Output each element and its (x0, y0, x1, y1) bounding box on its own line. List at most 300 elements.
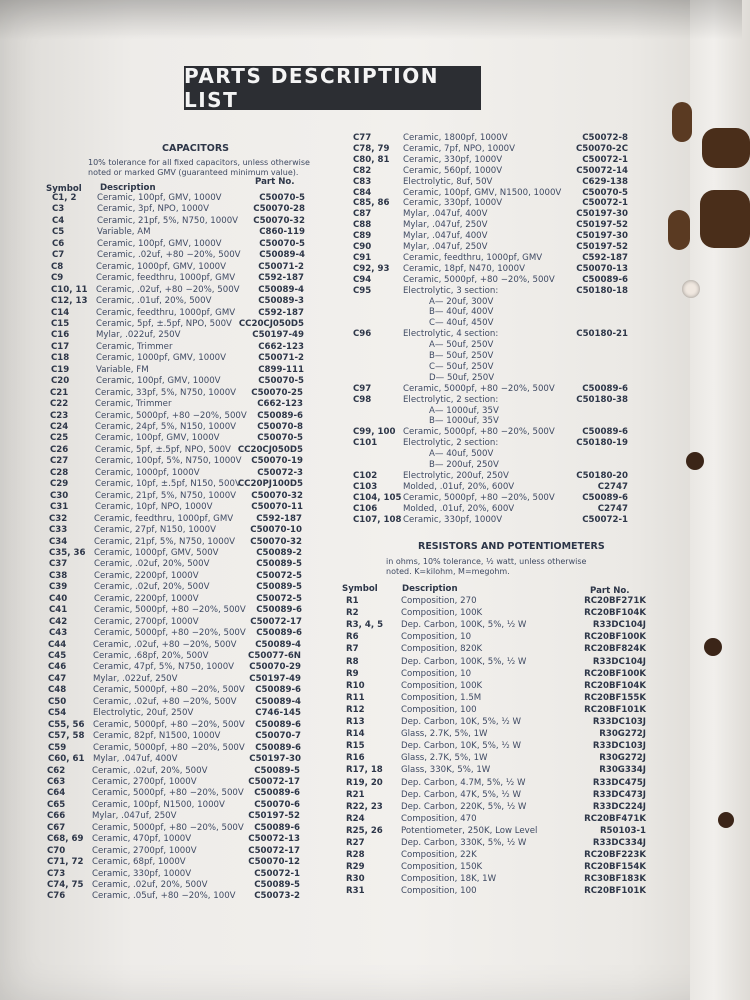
row-part-number: RC30BF183K (584, 874, 646, 885)
row-description: Molded, .01uf, 20%, 600V (403, 503, 515, 514)
row-description: Composition, 820K (401, 644, 483, 655)
row-description: Ceramic, 5000pf, +80 −20%, 500V (403, 427, 555, 438)
row-description: Ceramic, 27pf, N150, 1000V (94, 525, 216, 536)
row-symbol: R31 (346, 886, 365, 897)
row-part-number: C50089-4 (258, 284, 304, 295)
row-part-number: RC20BF104K (584, 608, 646, 619)
row-symbol: C10, 11 (51, 284, 88, 295)
row-symbol: C85, 86 (353, 198, 390, 209)
row-description: Mylar, .047uf, 400V (403, 231, 488, 242)
row-part-number: RC20BF104K (584, 680, 646, 691)
row-symbol: R17, 18 (346, 765, 383, 776)
row-description: Ceramic, 1000pf, GMV, 500V (94, 547, 219, 558)
row-description: Composition, 470 (401, 813, 477, 824)
row-symbol: C71, 72 (47, 857, 84, 868)
row-symbol: C89 (353, 231, 372, 242)
row-symbol: C5 (52, 227, 65, 238)
row-part-number: C50197-30 (249, 754, 301, 765)
row-symbol: C21 (50, 387, 69, 398)
row-part-number: C50089-6 (582, 274, 628, 285)
row-description: B— 50uf, 250V (429, 351, 494, 361)
row-part-number: C50072-3 (257, 467, 303, 478)
row-description: Ceramic, 1000pf, GMV, 1000V (96, 261, 227, 272)
row-symbol: R3, 4, 5 (346, 620, 384, 631)
row-part-number: C50070-25 (251, 387, 303, 398)
row-description: Electrolytic, 4 section: (403, 329, 499, 340)
row-part-number: C50197-49 (252, 330, 304, 341)
row-symbol: R10 (346, 680, 365, 691)
resistors-col-description: Description (402, 584, 458, 594)
row-part-number: C50197-49 (249, 673, 301, 684)
row-part-number: C50072-5 (256, 593, 302, 604)
row-symbol: C24 (50, 422, 69, 432)
row-description: Ceramic, 100pf, GMV, N1500, 1000V (403, 187, 562, 198)
row-symbol: C29 (50, 479, 69, 490)
row-symbol: R9 (346, 668, 359, 679)
row-symbol: C88 (353, 220, 372, 231)
row-symbol: C31 (50, 502, 69, 513)
row-description: Ceramic, .01uf, 20%, 500V (96, 296, 212, 307)
row-symbol: C54 (48, 708, 67, 719)
row-part-number: R30G272J (599, 753, 646, 764)
row-symbol: C37 (49, 559, 68, 570)
punch-hole (718, 812, 734, 828)
row-part-number: C50197-30 (576, 231, 628, 242)
row-part-number: C50071-2 (258, 353, 304, 364)
row-part-number: C50077-6N (248, 651, 301, 661)
row-symbol: C18 (51, 353, 70, 364)
row-description: Ceramic, 5000pf, +80 −20%, 500V (93, 719, 245, 730)
row-part-number: C50089-2 (256, 547, 302, 558)
capacitors-col-description: Description (100, 183, 156, 193)
row-description: Ceramic, 21pf, 5%, N750, 1000V (97, 215, 239, 226)
row-part-number: R33DC224J (592, 801, 646, 812)
row-description: Ceramic, 2700pf, 1000V (92, 776, 197, 787)
row-part-number: C50073-2 (254, 891, 300, 902)
row-symbol: C28 (50, 467, 69, 478)
row-description: Composition, 10 (401, 632, 472, 643)
row-description: Ceramic, 100pf, N1500, 1000V (92, 799, 225, 810)
row-description: A— 1000uf, 35V (429, 405, 499, 416)
row-symbol: C4 (52, 215, 65, 226)
row-symbol: C98 (353, 394, 372, 405)
row-symbol: C34 (49, 536, 68, 547)
row-description: Ceramic, 5000pf, +80 −20%, 500V (403, 492, 555, 503)
row-description: Composition, 10 (401, 668, 472, 679)
row-description: Dep. Carbon, 100K, 5%, ½ W (401, 656, 527, 667)
row-part-number: C592-187 (258, 307, 304, 318)
row-symbol: C44 (48, 639, 67, 650)
row-description: B— 40uf, 400V (429, 307, 494, 318)
row-description: Glass, 2.7K, 5%, 1W (401, 753, 488, 764)
row-symbol: C41 (49, 605, 68, 616)
row-description: Ceramic, 5000pf, +80 −20%, 500V (92, 788, 244, 799)
row-part-number: C860-119 (259, 227, 305, 238)
row-part-number: RC20BF223K (584, 850, 646, 861)
row-symbol: R21 (346, 789, 365, 800)
row-description: B— 200uf, 250V (429, 460, 499, 470)
row-part-number: C50072-1 (582, 154, 628, 165)
row-symbol: C50 (48, 696, 67, 707)
row-part-number: C50089-4 (255, 639, 301, 650)
row-symbol: C26 (50, 444, 69, 455)
row-part-number: C899-111 (258, 364, 304, 375)
row-description: Ceramic, .02uf, +80 −20%, 500V (96, 284, 240, 295)
row-part-number: R50103-1 (599, 825, 646, 836)
row-symbol: C22 (50, 399, 69, 410)
row-description: Ceramic, 100pf, GMV, 1000V (95, 433, 220, 444)
row-symbol: C3 (52, 204, 65, 215)
resistors-col-symbol: Symbol (342, 584, 378, 594)
row-part-number: C50089-3 (258, 296, 304, 307)
row-description: B— 1000uf, 35V (429, 416, 499, 427)
row-description: Mylar, .047uf, 250V (92, 811, 177, 822)
row-part-number: C50071-2 (258, 261, 304, 272)
row-part-number: C50180-38 (576, 394, 628, 405)
row-part-number: C662-123 (258, 341, 304, 352)
row-symbol: C107, 108 (353, 514, 402, 525)
row-symbol: C45 (48, 651, 67, 661)
row-description: Ceramic, .68pf, 20%, 500V (93, 651, 209, 661)
row-part-number: C50089-6 (254, 822, 300, 833)
row-description: Composition, 100 (401, 886, 477, 897)
row-description: Ceramic, 3pf, NPO, 1000V (97, 204, 210, 215)
row-description: Ceramic, feedthru, 1000pf, GMV (94, 513, 234, 524)
row-description: Ceramic, 21pf, 5%, N750, 1000V (95, 490, 237, 501)
row-symbol: C6 (52, 238, 65, 249)
row-symbol: R28 (346, 850, 365, 861)
row-part-number: C50072-1 (582, 514, 628, 525)
row-part-number: C50070-32 (250, 536, 302, 547)
row-part-number: C50070-28 (253, 204, 305, 215)
row-description: Ceramic, 2200pf, 1000V (94, 593, 199, 604)
row-part-number: C50070-12 (248, 857, 300, 868)
row-symbol: C42 (49, 616, 68, 627)
row-part-number: CC20CJ050D5 (238, 318, 304, 329)
row-symbol: C67 (47, 822, 66, 833)
row-part-number: RC20BF100K (584, 668, 646, 679)
row-symbol: C38 (49, 570, 68, 581)
row-description: Dep. Carbon, 220K, 5%, ½ W (401, 801, 527, 812)
row-symbol: R27 (346, 838, 365, 848)
row-part-number: R30G272J (599, 729, 646, 740)
row-symbol: C95 (353, 285, 372, 296)
row-description: Ceramic, 5pf, ±.5pf, NPO, 500V (96, 318, 232, 329)
row-symbol: C17 (51, 341, 70, 352)
row-symbol: C33 (49, 525, 68, 536)
row-description: A— 20uf, 300V (429, 296, 494, 307)
row-part-number: RC20BF471K (584, 813, 646, 824)
row-description: Dep. Carbon, 4.7M, 5%, ½ W (401, 777, 526, 788)
row-symbol: R6 (346, 632, 359, 643)
row-description: Dep. Carbon, 330K, 5%, ½ W (401, 838, 527, 848)
row-part-number: C592-187 (582, 252, 628, 263)
binder-slot (702, 128, 750, 168)
row-symbol: R22, 23 (346, 801, 383, 812)
row-symbol: C80, 81 (353, 154, 390, 165)
row-description: Composition, 18K, 1W (401, 874, 497, 885)
row-symbol: C70 (47, 845, 66, 856)
capacitors-heading: CAPACITORS (162, 143, 229, 154)
row-symbol: C23 (50, 410, 69, 421)
row-symbol: C78, 79 (353, 143, 390, 154)
row-description: Ceramic, 7pf, NPO, 1000V (403, 143, 516, 154)
row-part-number: C50070-13 (576, 263, 628, 274)
resistors-note-line2: noted. K=kilohm, M=megohm. (386, 567, 510, 576)
row-part-number: C50070-2C (575, 143, 628, 154)
row-part-number: C50070-5 (258, 376, 304, 387)
row-part-number: R33DC104J (592, 620, 646, 631)
row-description: Ceramic, 10pf, ±.5pf, N150, 500V (95, 479, 241, 490)
row-part-number: C50070-8 (257, 422, 303, 432)
row-description: Dep. Carbon, 100K, 5%, ½ W (401, 620, 527, 631)
resistors-heading: RESISTORS AND POTENTIOMETERS (418, 541, 605, 552)
row-description: Ceramic, .02uf, 20%, 500V (92, 765, 208, 776)
row-part-number: C50070-10 (250, 525, 302, 536)
row-description: Variable, AM (97, 227, 151, 238)
row-part-number: RC20BF271K (584, 596, 646, 606)
row-description: Ceramic, 5000pf, +80 −20%, 500V (92, 822, 244, 833)
row-description: Composition, 100K (401, 680, 483, 691)
row-part-number: CC20CJ050D5 (237, 444, 303, 455)
row-part-number: C50089-6 (255, 685, 301, 696)
row-symbol: C102 (353, 470, 378, 481)
row-part-number: C2747 (597, 481, 628, 492)
row-part-number: C50089-5 (254, 765, 300, 776)
row-symbol: R29 (346, 862, 365, 873)
row-description: Ceramic, .02uf, 20%, 500V (94, 559, 210, 570)
row-symbol: C14 (51, 307, 70, 318)
row-description: Ceramic, 1000pf, 1000V (95, 467, 200, 478)
row-symbol: C104, 105 (353, 492, 402, 503)
row-symbol: C15 (51, 318, 70, 329)
row-symbol: C94 (353, 274, 372, 285)
row-description: Ceramic, 330pf, 1000V (403, 154, 503, 165)
row-symbol: C82 (353, 165, 372, 176)
row-part-number: C50072-5 (256, 570, 302, 581)
row-symbol: C60, 61 (48, 754, 85, 765)
row-part-number: C50089-6 (257, 410, 303, 421)
row-description: Ceramic, 5000pf, +80 −20%, 500V (95, 410, 247, 421)
row-symbol: C40 (49, 593, 68, 604)
row-part-number: C50089-6 (582, 427, 628, 438)
row-description: Ceramic, 33pf, 5%, N750, 1000V (95, 387, 237, 398)
row-part-number: C746-145 (255, 708, 301, 719)
row-part-number: C50072-1 (254, 868, 300, 879)
row-symbol: C20 (51, 376, 70, 387)
row-symbol: C47 (48, 673, 67, 684)
row-description: Ceramic, 330pf, 1000V (403, 514, 503, 525)
row-symbol: C9 (51, 273, 64, 284)
row-symbol: C84 (353, 187, 372, 198)
row-symbol: C59 (48, 742, 67, 753)
row-part-number: CC20PJ100D5 (237, 479, 303, 490)
row-description: Composition, 100 (401, 704, 477, 715)
capacitors-note-line1: 10% tolerance for all fixed capacitors, unless otherwise (88, 158, 310, 167)
binder-slot (672, 102, 692, 142)
row-part-number: C629-138 (582, 176, 628, 187)
row-part-number: C50089-5 (256, 559, 302, 570)
row-description: Dep. Carbon, 47K, 5%, ½ W (401, 789, 521, 800)
binder-slot (668, 210, 690, 250)
row-symbol: C106 (353, 503, 378, 514)
row-symbol: R11 (346, 692, 365, 703)
row-symbol: C32 (49, 513, 68, 524)
row-description: Composition, 150K (401, 862, 483, 873)
row-description: Mylar, .047uf, 250V (403, 220, 488, 231)
row-symbol: C43 (49, 628, 68, 639)
row-part-number: C50197-30 (576, 209, 628, 220)
row-part-number: RC20BF101K (584, 704, 646, 715)
row-description: D— 50uf, 250V (429, 372, 495, 383)
row-description: C— 40uf, 450V (429, 318, 494, 329)
row-part-number: C50072-14 (576, 165, 628, 176)
row-symbol: C7 (52, 250, 65, 261)
row-part-number: C50197-52 (576, 242, 628, 252)
row-part-number: C50072-17 (250, 616, 302, 627)
row-symbol: C46 (48, 662, 67, 673)
row-symbol: C68, 69 (47, 834, 84, 845)
row-symbol: C12, 13 (51, 296, 88, 307)
row-symbol: C77 (353, 133, 372, 143)
row-part-number: C50070-6 (254, 799, 300, 810)
row-description: Glass, 2.7K, 5%, 1W (401, 729, 488, 740)
row-description: Ceramic, 18pf, N470, 1000V (403, 263, 525, 274)
row-description: Ceramic, 1800pf, 1000V (403, 133, 508, 143)
row-symbol: C87 (353, 209, 372, 220)
row-description: Ceramic, 330pf, 1000V (403, 198, 503, 209)
row-symbol: R24 (346, 813, 365, 824)
row-description: Ceramic, 470pf, 1000V (92, 834, 192, 845)
row-symbol: C99, 100 (353, 427, 396, 438)
capacitors-col-part: Part No. (255, 177, 295, 187)
row-description: Mylar, .047uf, 250V (403, 242, 488, 252)
row-part-number: C50180-18 (576, 285, 628, 296)
row-description: Ceramic, 82pf, N1500, 1000V (93, 731, 221, 742)
row-symbol: R16 (346, 753, 365, 764)
row-description: Molded, .01uf, 20%, 600V (403, 481, 515, 492)
row-symbol: C62 (47, 765, 66, 776)
row-part-number: C50089-6 (582, 383, 628, 394)
row-symbol: C30 (50, 490, 69, 501)
row-part-number: C50070-5 (259, 238, 305, 249)
row-description: Ceramic, feedthru, 1000pf, GMV (96, 273, 236, 284)
row-description: Electrolytic, 200uf, 250V (403, 470, 509, 481)
punch-hole (686, 452, 704, 470)
row-symbol: C96 (353, 329, 372, 340)
row-part-number: C50089-6 (256, 628, 302, 639)
row-description: Electrolytic, 2 section: (403, 438, 499, 449)
row-part-number: C50089-6 (255, 742, 301, 753)
row-symbol: R14 (346, 729, 365, 740)
row-symbol: C19 (51, 364, 70, 375)
row-part-number: C50072-17 (248, 845, 300, 856)
row-description: A— 40uf, 500V (429, 449, 494, 460)
row-description: Ceramic, 2200pf, 1000V (94, 570, 199, 581)
row-description: Dep. Carbon, 10K, 5%, ½ W (401, 741, 521, 752)
row-symbol: C48 (48, 685, 67, 696)
row-symbol: R1 (346, 596, 359, 606)
resistors-note-line1: in ohms, 10% tolerance, ½ watt, unless otherwise (386, 557, 587, 566)
row-part-number: C2747 (597, 503, 628, 514)
row-part-number: C50070-5 (257, 433, 303, 444)
row-description: Ceramic, Trimmer (96, 341, 173, 352)
row-description: Ceramic, 100pf, 5%, N750, 1000V (95, 456, 242, 467)
row-description: C— 50uf, 250V (429, 361, 494, 372)
row-description: Ceramic, 5000pf, +80 −20%, 500V (93, 685, 245, 696)
row-symbol: C55, 56 (48, 719, 85, 730)
row-symbol: R15 (346, 741, 365, 752)
row-description: Potentiometer, 250K, Low Level (401, 825, 538, 836)
row-description: Ceramic, 21pf, 5%, N750, 1000V (94, 536, 236, 547)
row-symbol: R12 (346, 704, 365, 715)
row-description: Electrolytic, 2 section: (403, 394, 499, 405)
row-description: Ceramic, 100pf, GMV, 1000V (97, 238, 222, 249)
page-title: PARTS DESCRIPTION LIST (184, 66, 481, 110)
row-description: Ceramic, .05uf, +80 −20%, 100V (92, 891, 236, 902)
row-part-number: C50070-29 (249, 662, 301, 673)
row-description: Ceramic, .02uf, 20%, 500V (94, 582, 210, 593)
row-symbol: C25 (50, 433, 69, 444)
punch-hole (682, 280, 700, 298)
row-symbol: R2 (346, 608, 359, 619)
row-description: Ceramic, .02uf, +80 −20%, 500V (93, 696, 237, 707)
row-part-number: C50180-20 (576, 470, 628, 481)
row-symbol: C16 (51, 330, 70, 341)
row-part-number: C50072-13 (248, 834, 300, 845)
row-description: Mylar, .022uf, 250V (96, 330, 181, 341)
row-part-number: RC20BF101K (584, 886, 646, 897)
row-part-number: C50072-8 (582, 133, 628, 143)
row-symbol: C97 (353, 383, 372, 394)
row-part-number: C50072-1 (582, 198, 628, 209)
row-part-number: RC20BF154K (584, 862, 646, 873)
row-description: Composition, 22K (401, 850, 477, 861)
row-description: Ceramic, feedthru, 1000pf, GMV (96, 307, 236, 318)
row-part-number: C50089-6 (256, 605, 302, 616)
row-symbol: C76 (47, 891, 66, 902)
binder-slot (700, 190, 750, 248)
row-part-number: C50089-4 (259, 250, 305, 261)
row-part-number: RC20BF100K (584, 632, 646, 643)
capacitors-note-line2: noted or marked GMV (guaranteed minimum value). (88, 168, 299, 177)
row-part-number: C592-187 (256, 513, 302, 524)
row-part-number: R30G334J (599, 765, 646, 776)
row-description: Ceramic, .02uf, +80 −20%, 500V (97, 250, 241, 261)
row-part-number: R33DC334J (592, 838, 646, 848)
row-symbol: C35, 36 (49, 547, 86, 558)
row-part-number: C50089-6 (582, 492, 628, 503)
row-description: Mylar, .022uf, 250V (93, 673, 178, 684)
row-part-number: C662-123 (257, 399, 303, 410)
row-symbol: C64 (47, 788, 66, 799)
row-part-number: C50070-11 (251, 502, 303, 513)
row-part-number: C50197-52 (576, 220, 628, 231)
row-description: Mylar, .047uf, 400V (403, 209, 488, 220)
row-part-number: C50070-5 (259, 193, 305, 203)
row-symbol: C39 (49, 582, 68, 593)
row-description: Ceramic, 100pf, GMV, 1000V (97, 193, 222, 203)
row-symbol: C73 (47, 868, 66, 879)
row-description: Ceramic, 560pf, 1000V (403, 165, 503, 176)
row-description: Ceramic, 24pf, 5%, N150, 1000V (95, 422, 237, 432)
row-part-number: R33DC103J (592, 741, 646, 752)
row-part-number: C50197-52 (248, 811, 300, 822)
row-part-number: C50089-5 (254, 880, 300, 890)
row-part-number: R33DC103J (592, 717, 646, 727)
row-part-number: C50070-7 (255, 731, 301, 742)
row-description: Ceramic, 5000pf, +80 −20%, 500V (94, 628, 246, 639)
